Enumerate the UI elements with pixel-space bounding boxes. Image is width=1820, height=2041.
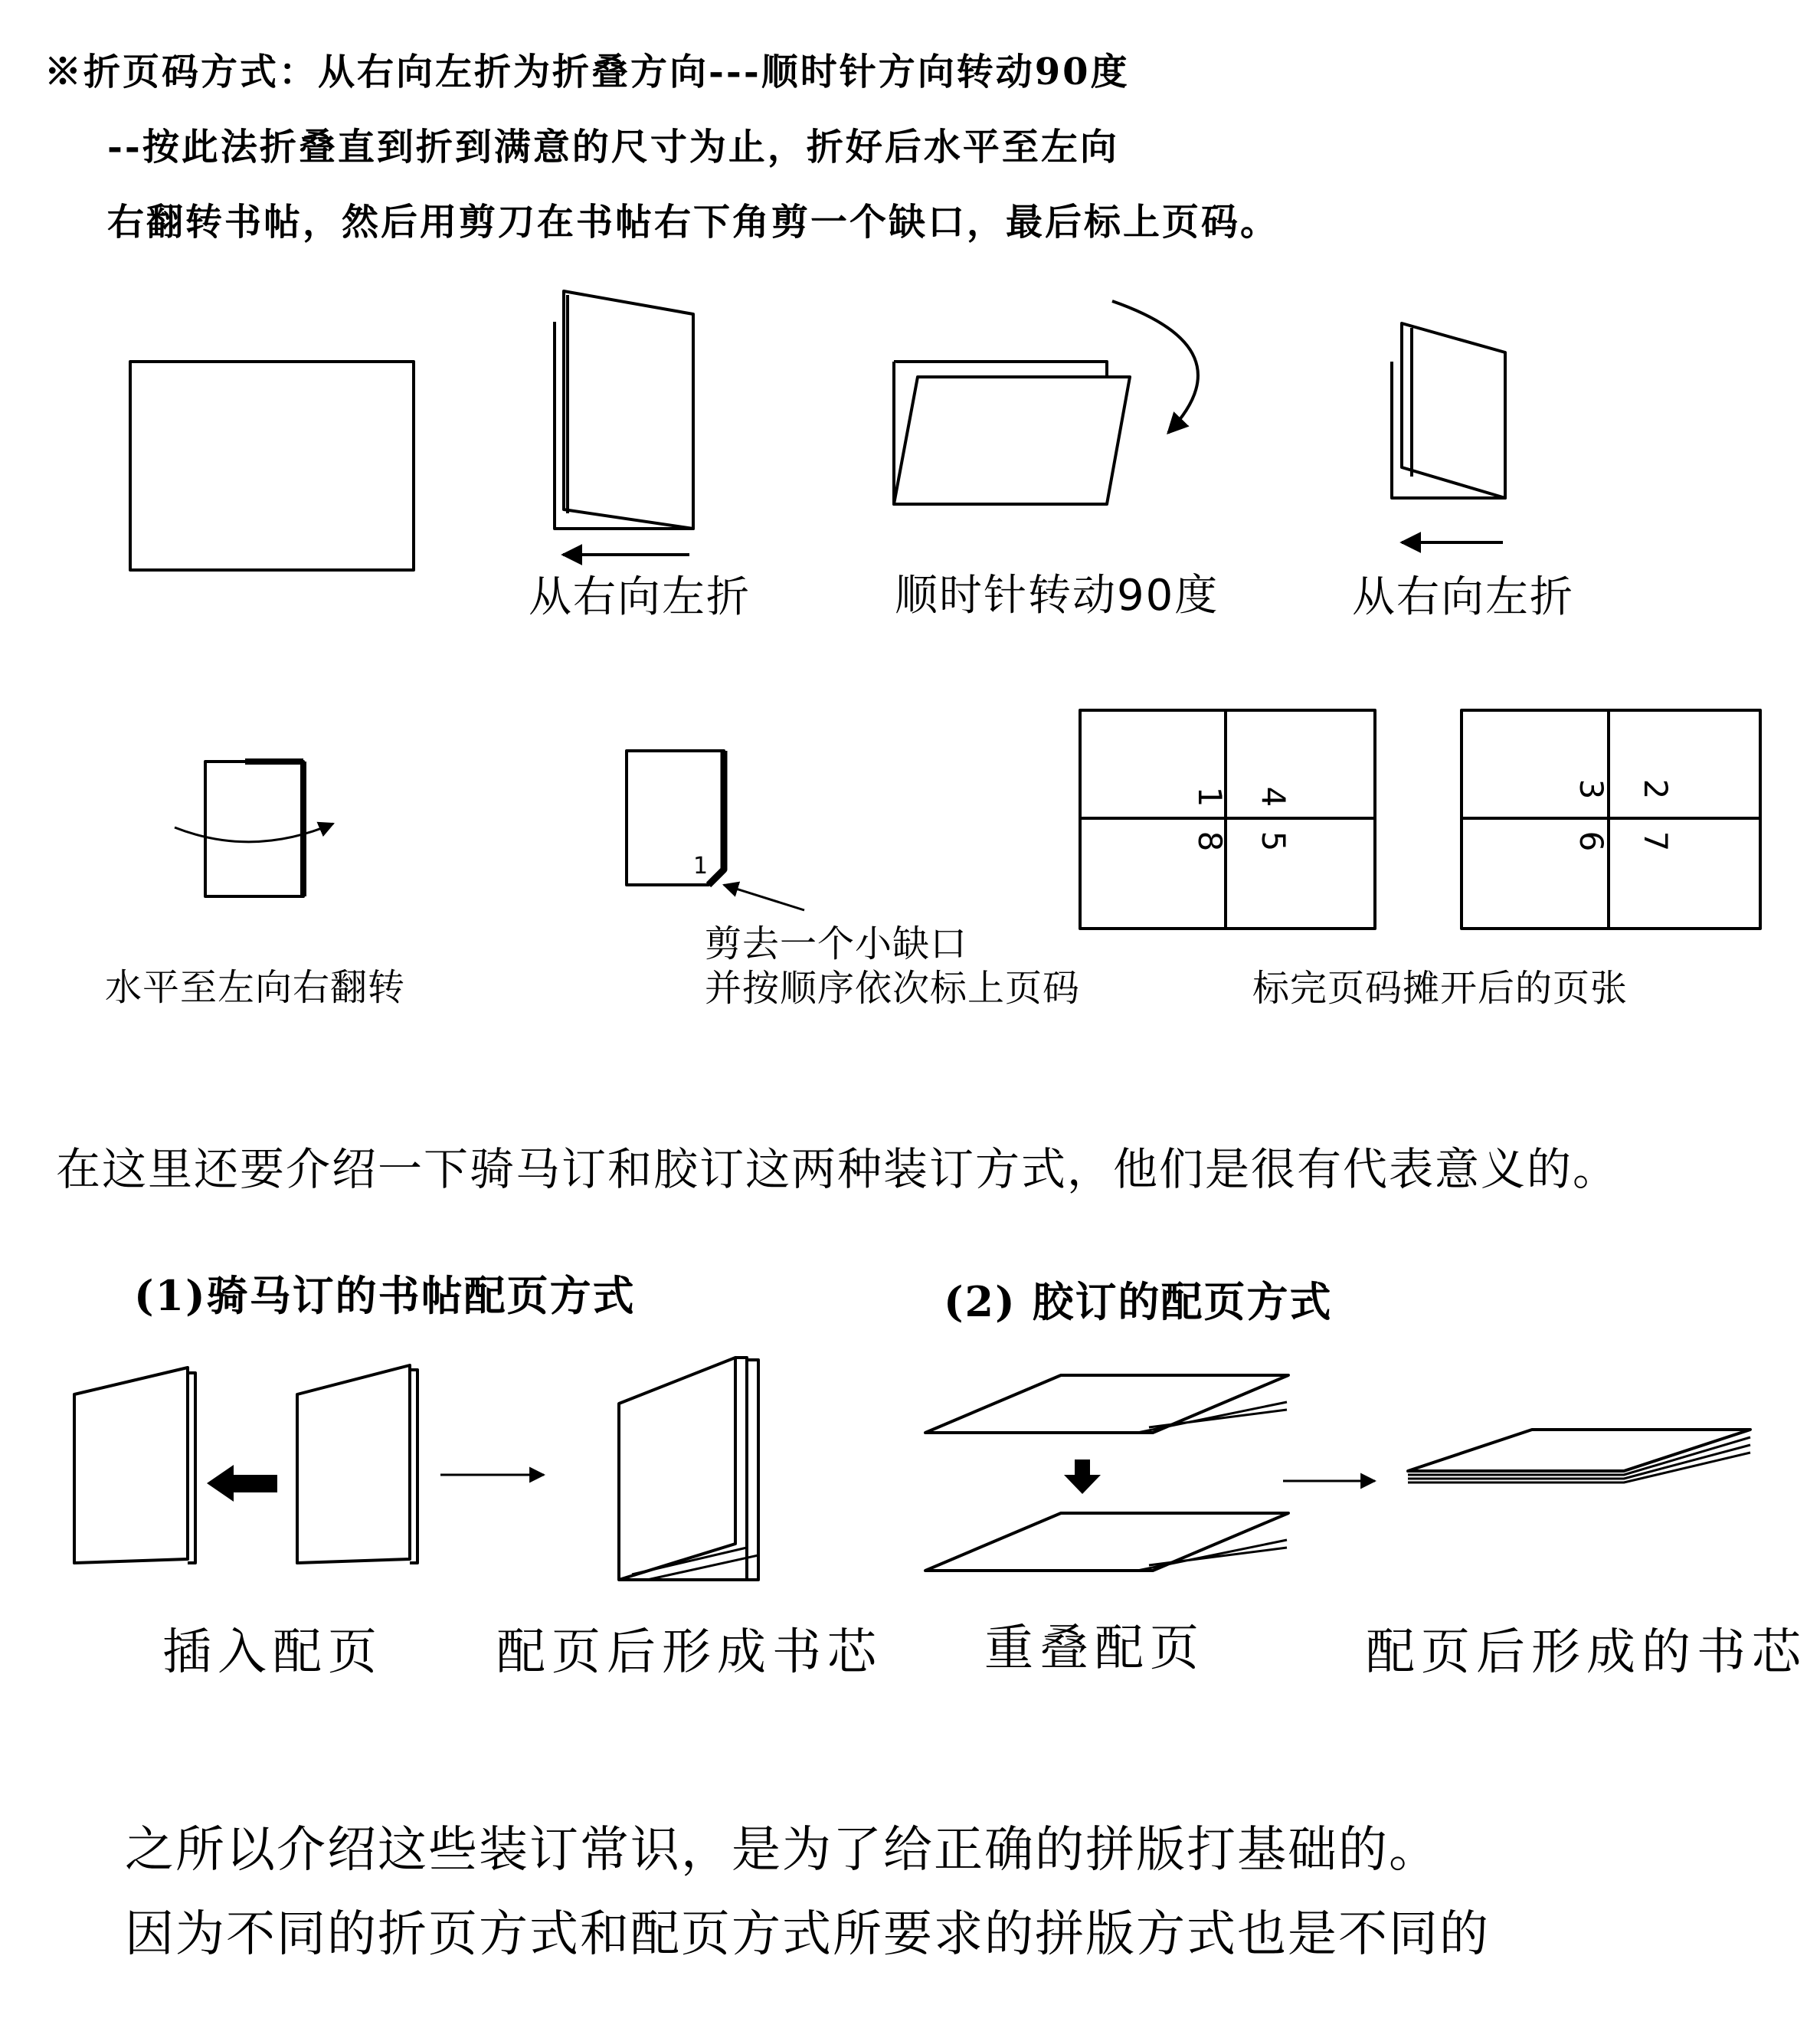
caption-notch-2: 并按顺序依次标上页码 [705,967,1081,1010]
caption-fold-right-to-left: 从右向左折 [529,572,751,622]
folded-signature-top-icon [925,1375,1288,1433]
folded-twice-icon [1392,323,1505,498]
page-number-3: 3 [1573,778,1610,800]
page-number-2: 2 [1637,778,1674,800]
notched-signature-icon [627,751,724,885]
footer-line-1: 之所以介绍这些装订常识，是为了给正确的拼版打基础的。 [125,1822,1439,1879]
folded-sheet-icon [555,291,693,529]
flat-sheet-icon [130,362,414,570]
page-number-7: 7 [1637,830,1674,852]
notch-arrow-icon [724,885,804,910]
folded-signature-bottom-icon [925,1513,1288,1571]
caption-fold-right-to-left-2: 从右向左折 [1352,572,1574,622]
stacked-core-icon [1408,1430,1750,1482]
caption-insert: 插入配页 [162,1624,383,1681]
rotate-clockwise-arrow-icon [1112,301,1198,433]
page-number-5: 5 [1255,830,1292,852]
rotated-sheet-icon [894,362,1130,504]
caption-notch-1: 剪去一个小缺口 [705,922,968,965]
book-core-icon [619,1358,758,1580]
signature-inner-icon [297,1365,417,1563]
header-line-1: ※折页码方式：从右向左折为折叠方向---顺时针方向转动90度 [44,51,1130,93]
caption-unfolded: 标完页码摊开后的页张 [1252,967,1629,1010]
page-number-4: 4 [1255,786,1292,808]
page-number-6: 6 [1573,830,1610,852]
page-number-8: 8 [1191,830,1229,852]
header-line-2: --按此法折叠直到折到满意的尺寸为止，折好后水平至左向 [107,126,1119,169]
caption-rotate-clockwise: 顺时针转动90度 [895,571,1219,621]
intro-text: 在这里还要介绍一下骑马订和胶订这两种装订方式，他们是很有代表意义的。 [56,1143,1619,1195]
caption-stack: 重叠配页 [984,1620,1205,1677]
header-line-3: 右翻转书帖，然后用剪刀在书帖右下角剪一个缺口，最后标上页码。 [107,201,1280,244]
unfolded-sheet-1 [1080,710,1375,929]
signature-outer-icon [74,1368,195,1563]
down-arrow-icon [1064,1459,1101,1494]
footer-line-2: 因为不同的折页方式和配页方式所要求的拼版方式也是不同的 [125,1906,1490,1963]
caption-formed-core-2: 配页后形成的书芯 [1366,1624,1807,1681]
page-number-1: 1 [1191,786,1229,808]
insert-arrow-icon [207,1465,277,1502]
unfolded-sheet-2 [1462,710,1760,929]
caption-flip: 水平至左向右翻转 [105,966,406,1009]
section-saddle-stitch: (1)骑马订的书帖配页方式 [134,1271,636,1320]
caption-formed-core: 配页后形成书芯 [496,1624,882,1681]
section-perfect-binding: (2) 胶订的配页方式 [944,1277,1333,1326]
flip-signature-icon [205,762,303,896]
signature-page-mark: 1 [693,853,709,880]
